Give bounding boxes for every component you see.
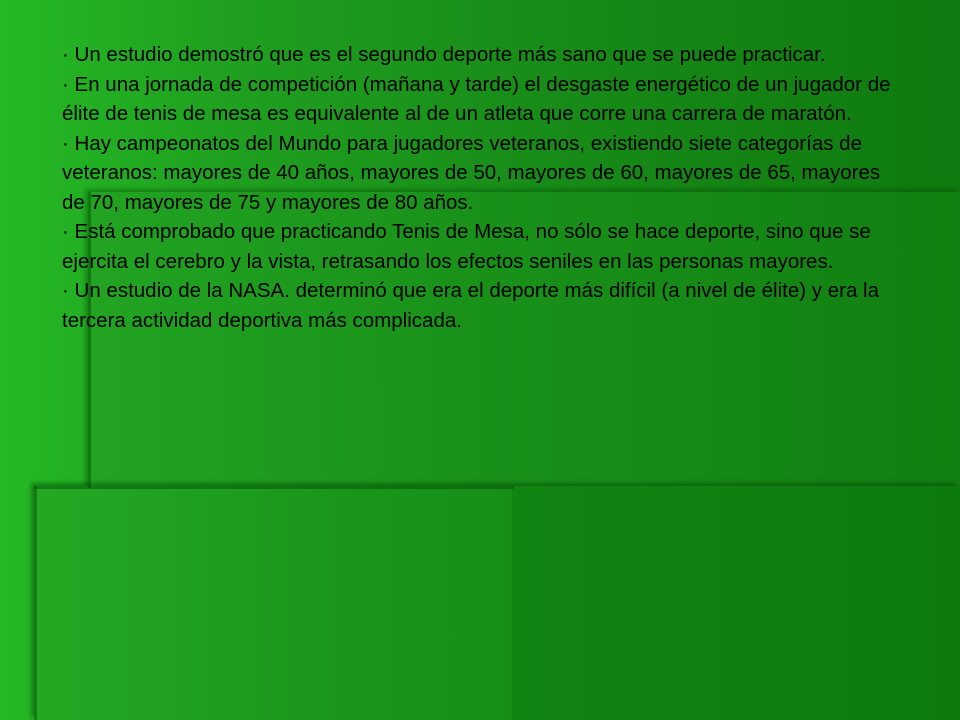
decorative-panel-lower-right: [512, 486, 960, 720]
bullet-paragraph: · Hay campeonatos del Mundo para jugadores veteranos, existiendo siete categorías de veteranos: mayores de 40 años, mayores de 50, mayores de 60, mayores de 65, mayores de 70, mayores de 75 y mayores de 80 años.: [62, 131, 881, 214]
bullet-paragraph: · Un estudio demostró que es el segundo deporte más sano que se puede practicar.: [62, 43, 826, 66]
panel-edge-vertical-lower: [34, 486, 37, 720]
panel-edge-horizontal: [34, 486, 514, 489]
bullet-paragraph: · Un estudio de la NASA. determinó que era el deporte más difícil (a nivel de élite) y era la tercera actividad deportiva más complicada.: [62, 279, 879, 332]
slide-body-text: [62, 40, 902, 335]
bullet-paragraph: · Está comprobado que practicando Tenis de Mesa, no sólo se hace deporte, sino que se ejercita el cerebro y la vista, retrasando los efectos seniles en las personas mayores.: [62, 220, 871, 273]
bullet-paragraph: · En una jornada de competición (mañana y tarde) el desgaste energético de un jugador de élite de tenis de mesa es equivalente al de un atleta que corre una carrera de maratón.: [62, 72, 891, 125]
